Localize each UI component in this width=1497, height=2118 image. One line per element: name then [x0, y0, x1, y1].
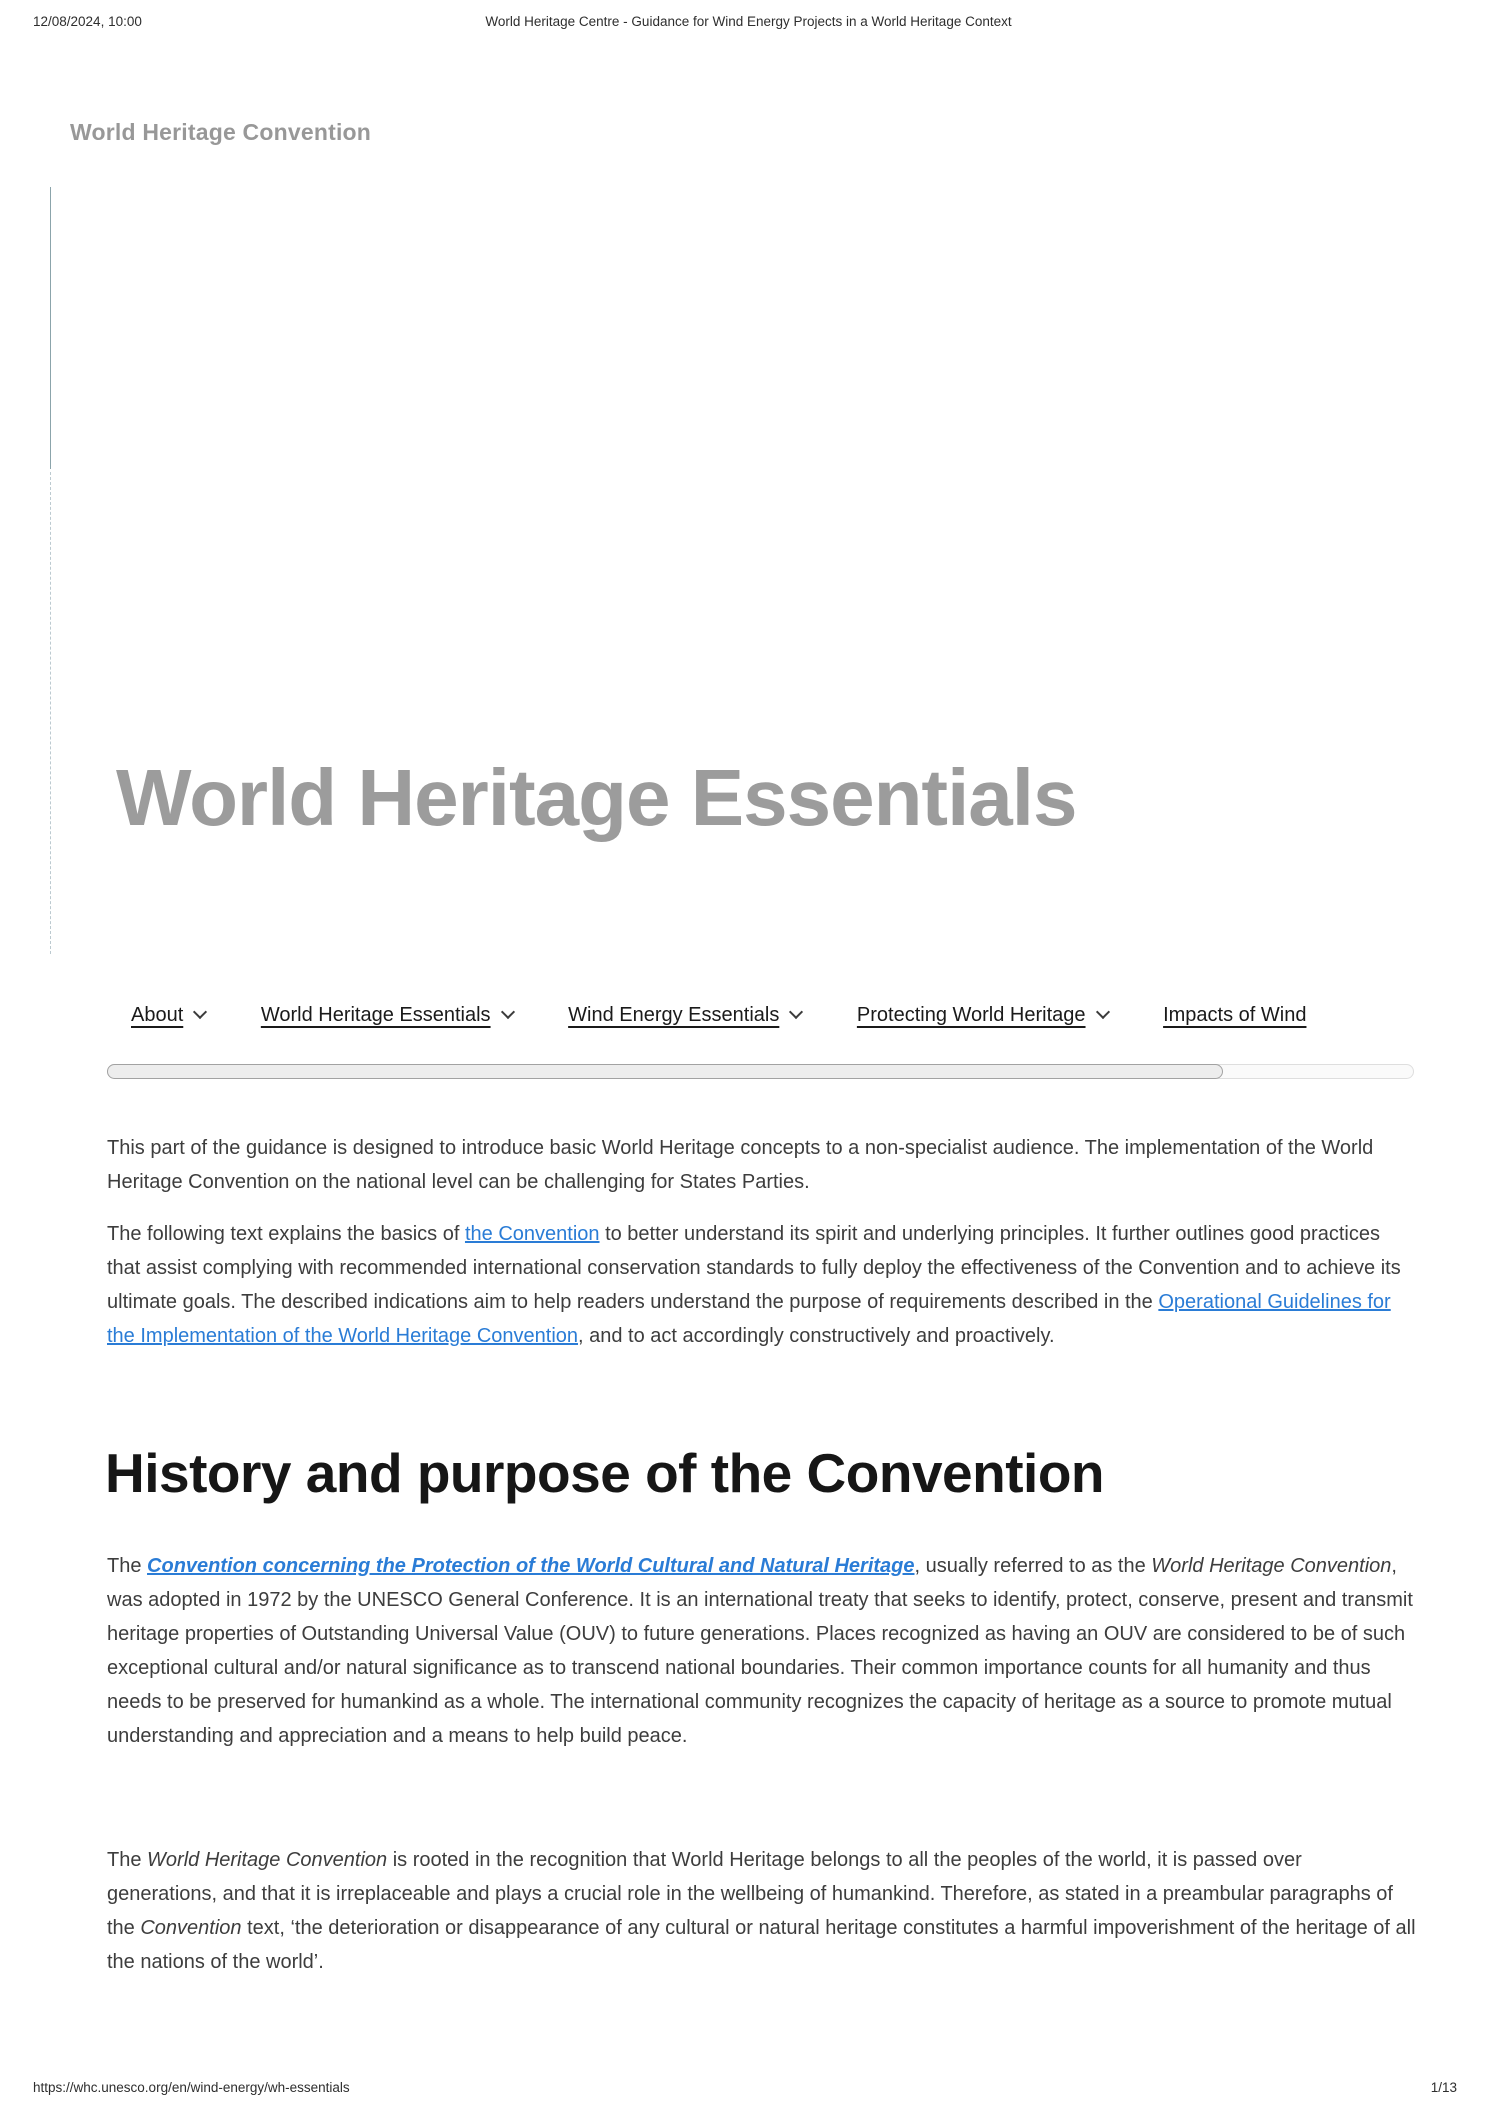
nav-item-about[interactable]: About [131, 1004, 205, 1027]
print-datetime: 12/08/2024, 10:00 [33, 14, 142, 29]
emphasized-text: Convention [140, 1917, 242, 1939]
paragraph-text: , and to act accordingly constructively and proactively. [578, 1325, 1055, 1347]
paragraph-text: text, ‘the deterioration or disappearance of any cultural or natural heritage constitutes a harmful impoverishment of the heritage of all the nations of the world’. [107, 1917, 1416, 1973]
inline-link[interactable]: Operational Guidelines for the Implementation of the World Heritage Convention [107, 1291, 1391, 1347]
print-page-number: 1/13 [1430, 2080, 1457, 2095]
paragraph-text: The [107, 1555, 148, 1577]
section-paragraph-2 [107, 1843, 1417, 1979]
paragraph-text: The [107, 1849, 148, 1871]
paragraph-text: , usually referred to as the [914, 1555, 1152, 1577]
site-logo[interactable]: World Heritage Convention [70, 119, 372, 145]
broken-image-border [50, 187, 51, 469]
inline-link[interactable]: the Convention [464, 1223, 600, 1245]
intro-paragraph-2 [107, 1217, 1417, 1353]
hero-title: World Heritage Essentials [116, 753, 1077, 842]
inline-link[interactable]: Convention concerning the Protection of the World Cultural and Natural Heritage [147, 1555, 915, 1577]
section-paragraph-1 [107, 1549, 1417, 1753]
paragraph-text: The following text explains the basics of [107, 1223, 465, 1245]
chevron-down-icon [500, 1005, 514, 1019]
nav-item-wind-energy-essentials[interactable]: Wind Energy Essentials [568, 1004, 801, 1027]
paragraph-text: is rooted in the recognition that World Heritage belongs to all the peoples of the world, it is passed over generations, and that it is irreplaceable and plays a crucial role in the wellbeing of humankind. Therefore, as stated in a preambular paragraphs of the [107, 1849, 1393, 1939]
emphasized-text: World Heritage Convention [1151, 1555, 1392, 1577]
paragraph-text: This part of the guidance is designed to introduce basic World Heritage concepts to a non-specialist audience. The implementation of the World Heritage Convention on the national level can be challenging for States Parties. [107, 1137, 1374, 1193]
section-heading: History and purpose of the Convention [105, 1442, 1105, 1504]
paragraph-text: to better understand its spirit and underlying principles. It further outlines good practices that assist complying with recommended international conservation standards to fully deploy the effectiveness of the Convention and to achieve its ultimate goals. The described indications aim to help readers understand the purpose of requirements described in the [107, 1223, 1401, 1313]
emphasized-text: World Heritage Convention [147, 1849, 388, 1871]
scrollbar-thumb[interactable] [107, 1064, 1223, 1079]
print-doc-title: World Heritage Centre - Guidance for Wind Energy Projects in a World Heritage Context [485, 14, 1012, 29]
print-footer [0, 2080, 1497, 2098]
broken-image-border-dashed [50, 472, 51, 954]
intro-paragraph-1 [107, 1131, 1417, 1199]
nav-item-impacts-of-wind[interactable]: Impacts of Wind [1163, 1004, 1307, 1026]
nav-item-protecting-world-heritage[interactable]: Protecting World Heritage [857, 1004, 1108, 1027]
chevron-down-icon [193, 1005, 207, 1019]
horizontal-scrollbar[interactable] [107, 1064, 1414, 1079]
print-header [0, 14, 1497, 32]
paragraph-text: , was adopted in 1972 by the UNESCO General Conference. It is an international treaty that seeks to identify, protect, conserve, present and transmit heritage properties of Outstanding Universal Value (OUV) to future generations. Places recognized as having an OUV are considered to be of such exceptional cultural and/or natural significance as to transcend national boundaries. Their common importance counts for all humanity and thus needs to be preserved for humankind as a whole. The international community recognizes the capacity of heritage as a source to promote mutual understanding and appreciation and a means to help build peace. [107, 1555, 1413, 1747]
chevron-down-icon [1095, 1005, 1109, 1019]
chevron-down-icon [789, 1005, 803, 1019]
main-navigation [107, 1004, 1414, 1040]
print-url: https://whc.unesco.org/en/wind-energy/wh-essentials [33, 2080, 350, 2095]
nav-item-world-heritage-essentials[interactable]: World Heritage Essentials [261, 1004, 513, 1027]
